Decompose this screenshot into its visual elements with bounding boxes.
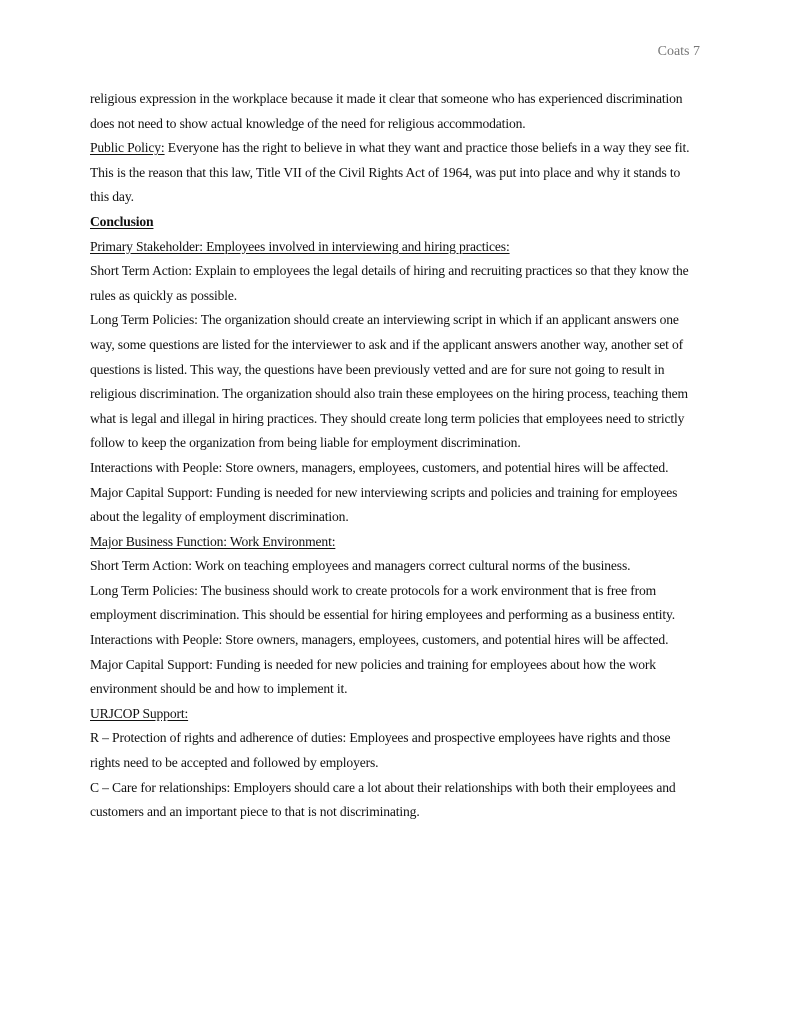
paragraph-interactions-2: Interactions with People: Store owners, managers, employees, customers, and potential hires will be affected. <box>90 632 669 648</box>
paragraph-short-term-action-1: Short Term Action: Explain to employees the legal details of hiring and recruiting practices so that they know the rules as quickly as possible. <box>90 263 689 303</box>
document-body <box>90 87 702 825</box>
business-function-heading: Major Business Function: Work Environment: <box>90 533 336 549</box>
paragraph-capital-support-2: Major Capital Support: Funding is needed for new policies and training for employees about how the work environment should be and how to implement it. <box>90 656 656 697</box>
urjcop-heading: URJCOP Support: <box>90 705 189 721</box>
paragraph-public-policy: Public Policy: Everyone has the right to believe in what they want and practice those beliefs in a way they see fit. This is the reason that this law, Title VII of the Civil Rights Act of 1964, was put into place and why it stands to this day. <box>90 140 690 205</box>
primary-stakeholder-heading: Primary Stakeholder: Employees involved in interviewing and hiring practices: <box>90 238 510 254</box>
paragraph-religious-expression: religious expression in the workplace because it made it clear that someone who has experienced discrimination does not need to show actual knowledge of the need for religious accommodation. <box>90 91 683 131</box>
paragraph-urjcop-c: C – Care for relationships: Employers should care a lot about their relationships with both their employees and customers and an important piece to that is not discriminating. <box>90 779 676 820</box>
paragraph-short-term-action-2: Short Term Action: Work on teaching employees and managers correct cultural norms of the business. <box>90 558 631 574</box>
running-head: Coats 7 <box>657 44 700 59</box>
paragraph-long-term-policies-2: Long Term Policies: The business should work to create protocols for a work environment that is free from employment discrimination. This should be essential for hiring employees and performing as a business entity. <box>90 582 676 623</box>
conclusion-heading: Conclusion <box>90 213 154 229</box>
paragraph-interactions-1: Interactions with People: Store owners, managers, employees, customers, and potential hires will be affected. <box>90 459 669 475</box>
paragraph-urjcop-r: R – Protection of rights and adherence of duties: Employees and prospective employees have rights and those rights need to be accepted and followed by employers. <box>90 730 671 771</box>
public-policy-label: Public Policy: <box>90 140 165 156</box>
paragraph-long-term-policies-1: Long Term Policies: The organization should create an interviewing script in which if an applicant answers one way, some questions are listed for the interviewer to ask and if the applicant answers another way, another set of questions is listed. This way, the questions have been previously vetted and are for sure not going to result in religious discrimination. The organization should also train these employees on the hiring process, teaching them what is legal and illegal in hiring practices. They should create long term policies that employees need to strictly follow to keep the organization from being liable for employment discrimination. <box>90 312 688 451</box>
paragraph-capital-support-1: Major Capital Support: Funding is needed for new interviewing scripts and policies and training for employees about the legality of employment discrimination. <box>90 484 678 525</box>
